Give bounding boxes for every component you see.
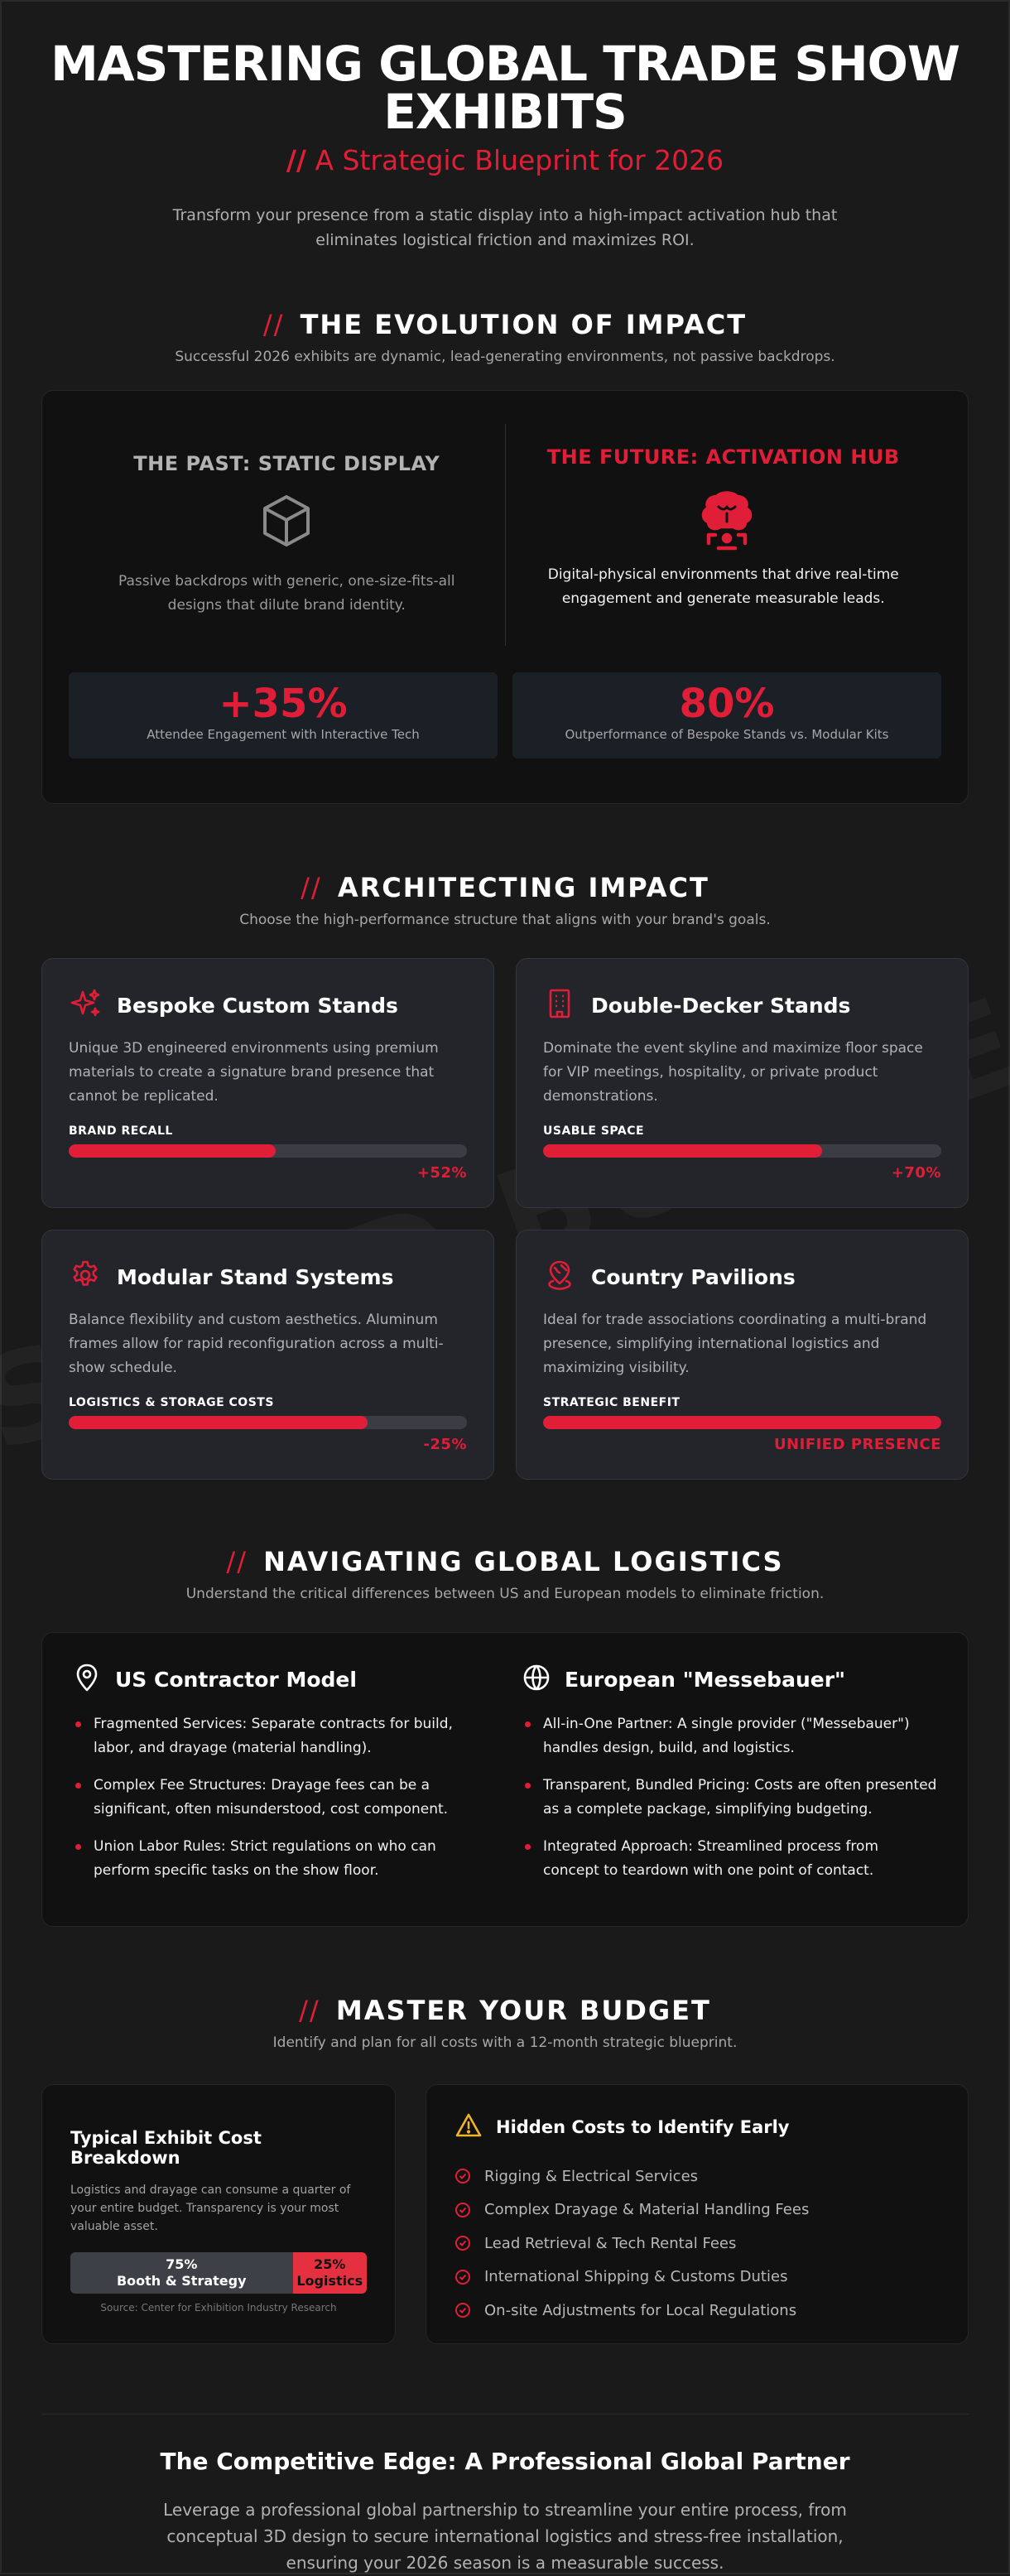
building-icon <box>543 987 576 1023</box>
metric-value: +70% <box>891 1164 941 1182</box>
check-circle-icon <box>454 2202 471 2218</box>
segment-label: Booth & Strategy <box>116 2273 247 2289</box>
us-model-list <box>72 1712 488 1883</box>
card-title: Bespoke Custom Stands <box>117 993 398 1018</box>
page-title: MASTERING GLOBAL TRADE SHOW EXHIBITS <box>50 36 960 140</box>
hidden-title: Hidden Costs to Identify Early <box>496 2117 790 2137</box>
cost-text: Logistics and drayage can consume a quarter of your entire budget. Transparency is your most valuable asset. <box>70 2184 351 2233</box>
metric-label: BRAND RECALL <box>69 1124 173 1138</box>
evolution-card <box>41 390 969 804</box>
metric-label: LOGISTICS & STORAGE COSTS <box>69 1396 274 1409</box>
stat-label: Attendee Engagement with Interactive Tech <box>147 727 420 742</box>
logistics-subtitle: Understand the critical differences between US and European models to eliminate friction. <box>185 1586 825 1602</box>
slash-accent: // <box>299 1995 320 2026</box>
hero-intro: Transform your presence from a static display into a high-impact activation hub that eliminates logistical friction and maximizes ROI. <box>172 206 838 249</box>
slash-accent: // <box>301 872 322 903</box>
list-item <box>454 2261 940 2294</box>
slash-accent: // <box>286 144 306 176</box>
metric-bar <box>69 1144 467 1158</box>
metric-fill <box>543 1416 941 1429</box>
list-item: All-in-One Partner: A single provider ("Messebauer") handles design, build, and logistics. <box>522 1712 938 1760</box>
list-item: Transparent, Bundled Pricing: Costs are often presented as a complete package, simplifying budgeting. <box>522 1774 938 1822</box>
sparkles-icon <box>69 987 102 1023</box>
card-text: Ideal for trade associations coordinating a multi-brand presence, simplifying international logistics and maximizing visibility. <box>543 1312 927 1376</box>
card-text: Dominate the event skyline and maximize floor space for VIP meetings, hospitality, or private product demonstrations. <box>543 1040 923 1105</box>
globe-icon <box>522 1663 551 1696</box>
segment-label: Logistics <box>296 2273 363 2289</box>
cost-segment-logistics <box>293 2252 368 2294</box>
edge-text: Leverage a professional global partnership to streamline your entire process, from conceptual 3D design to secure international logistics and stress-free installation, ensuring your 2026 season is a measurable success. <box>163 2500 847 2573</box>
list-item-label: Complex Drayage & Material Handling Fees <box>484 2201 810 2219</box>
cost-segment-booth <box>70 2252 293 2294</box>
card-text: Unique 3D engineered environments using premium materials to create a signature brand presence that cannot be replicated. <box>69 1040 439 1105</box>
page-subtitle <box>41 144 969 176</box>
hero <box>41 0 969 253</box>
stat-value: 80% <box>679 681 775 727</box>
evolution-section <box>41 309 969 804</box>
metric-label: USABLE SPACE <box>543 1124 645 1138</box>
metric-bar <box>543 1144 941 1158</box>
warning-icon <box>454 2111 483 2143</box>
future-text: Digital-physical environments that drive real-time engagement and generate measurable leads. <box>547 566 899 607</box>
list-item <box>454 2160 940 2193</box>
structure-card-pavilions <box>516 1230 969 1480</box>
globe-pin-icon <box>543 1259 576 1295</box>
card-title: Double-Decker Stands <box>591 993 851 1018</box>
slash-accent: // <box>226 1546 248 1577</box>
logistics-title-text: NAVIGATING GLOBAL LOGISTICS <box>263 1546 784 1577</box>
check-circle-icon <box>454 2168 471 2184</box>
evolution-subtitle: Successful 2026 exhibits are dynamic, lead-generating environments, not passive backdrops. <box>175 349 835 365</box>
budget-section <box>41 1995 969 2344</box>
architecting-title-text: ARCHITECTING IMPACT <box>337 872 709 903</box>
stat-outperformance <box>512 672 941 758</box>
evolution-title-text: THE EVOLUTION OF IMPACT <box>300 309 748 340</box>
evolution-title <box>41 309 969 340</box>
list-item: Union Labor Rules: Strict regulations on who can perform specific tasks on the show floor. <box>72 1835 488 1883</box>
past-column <box>69 422 505 646</box>
stat-engagement <box>69 672 498 758</box>
slash-accent: // <box>262 309 285 340</box>
list-item <box>454 2193 940 2227</box>
past-text: Passive backdrops with generic, one-size-fits-all designs that dilute brand identity. <box>118 573 455 614</box>
logistics-card <box>41 1632 969 1927</box>
stat-value: +35% <box>219 681 348 727</box>
metric-bar <box>69 1416 467 1429</box>
structure-grid <box>41 958 969 1480</box>
metric-fill <box>69 1416 368 1429</box>
stats-row <box>69 672 941 758</box>
eu-model-list <box>522 1712 938 1883</box>
column-title: European "Messebauer" <box>565 1667 846 1692</box>
budget-row <box>41 2084 969 2344</box>
card-text: Balance flexibility and custom aesthetics. Aluminum frames allow for rapid reconfiguration across a multi-show schedule. <box>69 1312 444 1376</box>
architecting-title <box>41 872 969 903</box>
cost-source: Source: Center for Exhibition Industry Research <box>100 2302 337 2314</box>
brain-network-icon <box>697 485 750 551</box>
gear-icon <box>69 1259 102 1295</box>
metric-value: +52% <box>416 1164 467 1182</box>
competitive-edge-section <box>41 2415 969 2576</box>
list-item <box>454 2227 940 2261</box>
metric-value: -25% <box>423 1436 467 1453</box>
metric-fill <box>543 1144 822 1158</box>
card-head <box>69 1259 467 1295</box>
future-column <box>506 422 942 646</box>
card-head <box>543 987 941 1023</box>
evolution-columns <box>69 422 941 646</box>
architecting-section <box>41 872 969 1480</box>
subtitle-text: A Strategic Blueprint for 2026 <box>315 144 724 176</box>
segment-percent: 25% <box>314 2256 346 2272</box>
list-item: Complex Fee Structures: Drayage fees can be a significant, often misunderstood, cost component. <box>72 1774 488 1822</box>
list-item: Fragmented Services: Separate contracts for build, labor, and drayage (material handling). <box>72 1712 488 1760</box>
budget-title-text: MASTER YOUR BUDGET <box>335 1995 711 2026</box>
cost-bar <box>70 2252 367 2294</box>
card-title: Modular Stand Systems <box>117 1264 394 1289</box>
check-circle-icon <box>454 2235 471 2251</box>
cube-icon <box>260 492 313 558</box>
hidden-costs-card <box>426 2084 969 2344</box>
card-head <box>543 1259 941 1295</box>
eu-model-column <box>522 1663 938 1926</box>
architecting-subtitle: Choose the high-performance structure that aligns with your brand's goals. <box>239 912 771 928</box>
list-item-label: International Shipping & Customs Duties <box>484 2268 788 2286</box>
list-item-label: Rigging & Electrical Services <box>484 2167 699 2185</box>
cost-title: Typical Exhibit Cost Breakdown <box>70 2128 262 2168</box>
card-title: Country Pavilions <box>591 1264 796 1289</box>
check-circle-icon <box>454 2302 471 2318</box>
future-heading: THE FUTURE: ACTIVATION HUB <box>546 445 900 469</box>
metric-fill <box>69 1144 276 1158</box>
stat-label: Outperformance of Bespoke Stands vs. Modular Kits <box>565 727 889 742</box>
card-head <box>69 987 467 1023</box>
hidden-cost-list <box>454 2160 940 2328</box>
page-content <box>41 0 969 2576</box>
list-item-label: On-site Adjustments for Local Regulations <box>484 2301 797 2319</box>
cost-breakdown-card <box>41 2084 396 2344</box>
budget-title <box>41 1995 969 2026</box>
metric-value: UNIFIED PRESENCE <box>773 1436 941 1453</box>
column-head <box>522 1663 938 1696</box>
structure-card-modular <box>41 1230 494 1480</box>
logistics-section <box>41 1546 969 1927</box>
metric-bar <box>543 1416 941 1429</box>
column-title: US Contractor Model <box>115 1667 357 1692</box>
list-item-label: Lead Retrieval & Tech Rental Fees <box>484 2234 737 2252</box>
edge-title: The Competitive Edge: A Professional Global Partner <box>160 2448 850 2475</box>
past-heading: THE PAST: STATIC DISPLAY <box>133 452 440 475</box>
us-model-column <box>72 1663 488 1926</box>
check-circle-icon <box>454 2269 471 2285</box>
map-pin-icon <box>72 1663 102 1696</box>
hidden-head <box>454 2111 940 2143</box>
segment-percent: 75% <box>166 2256 198 2272</box>
budget-subtitle: Identify and plan for all costs with a 12-month strategic blueprint. <box>272 2034 738 2051</box>
metric-label: STRATEGIC BENEFIT <box>543 1396 681 1409</box>
structure-card-bespoke <box>41 958 494 1208</box>
list-item <box>454 2294 940 2328</box>
column-head <box>72 1663 488 1696</box>
logistics-title <box>41 1546 969 1577</box>
list-item: Integrated Approach: Streamlined process from concept to teardown with one point of contact. <box>522 1835 938 1883</box>
structure-card-double-decker <box>516 958 969 1208</box>
